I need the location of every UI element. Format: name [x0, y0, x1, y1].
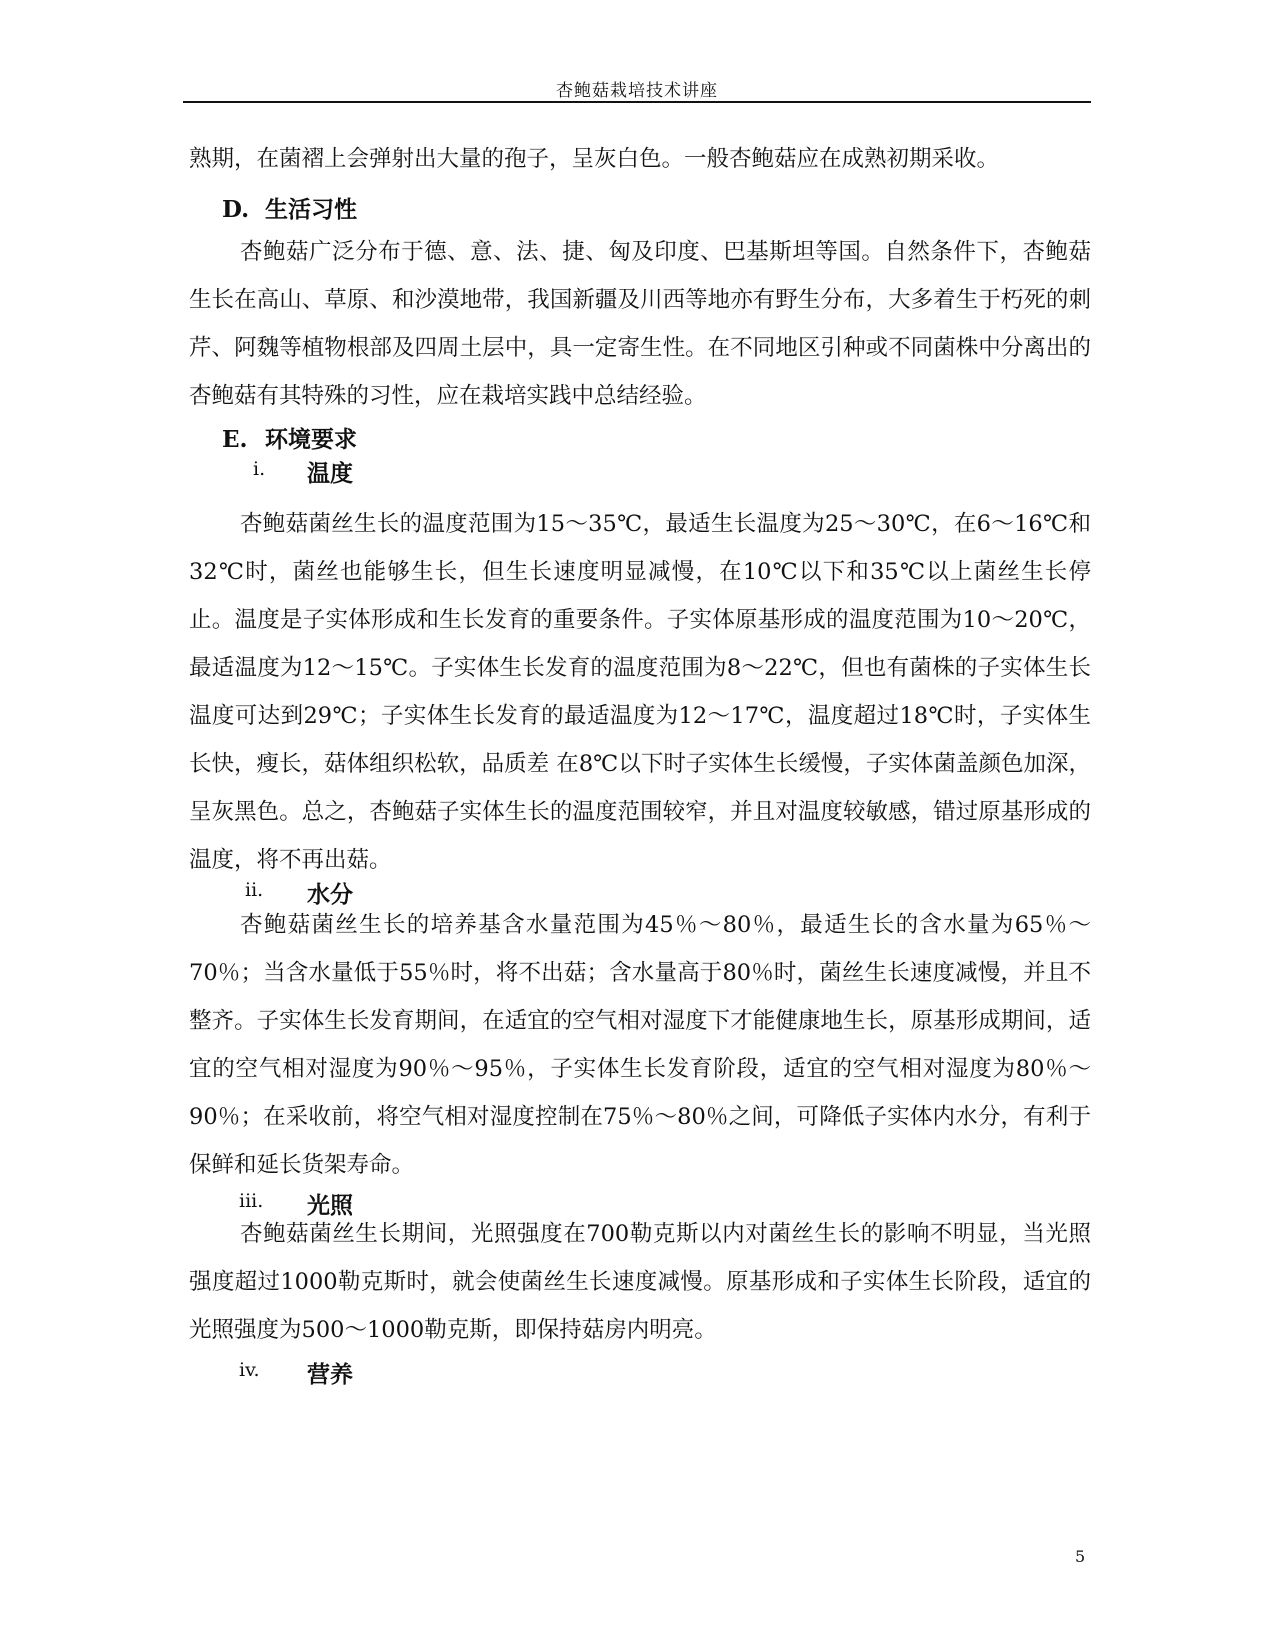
subsection-title-light: 光照 — [307, 1192, 353, 1219]
subsection-numeral: ii. — [245, 879, 264, 901]
section-e-marker: E. — [222, 426, 248, 453]
section-e-heading — [222, 421, 357, 454]
continuation-block — [189, 135, 1091, 183]
subsection-temperature-body — [189, 500, 1091, 884]
continuation-paragraph: 熟期，在菌褶上会弹射出大量的孢子，呈灰白色。一般杏鲍菇应在成熟初期采收。 — [189, 146, 1000, 172]
temperature-paragraph: 杏鲍菇菌丝生长的温度范围为15～35℃，最适生长温度为25～30℃，在6～16℃和32℃时，菌丝也能够生长，但生长速度明显减慢，在10℃以下和35℃以上菌丝生长停止。温度是子实体形成和生长发育的重要条件。子实体原基形成的温度范围为10～20℃，最适温度为12～15℃。子实体生长发育的温度范围为8～22℃，但也有菌株的子实体生长温度可达到29℃；子实体生长发育的最适温度为12～17℃，温度超过18℃时，子实体生长快，瘦长，菇体组织松软，品质差 在8℃以下时子实体生长缓慢，子实体菌盖颜色加深，呈灰黑色。总之，杏鲍菇子实体生长的温度范围较窄，并且对温度较敏感，错过原基形成的温度，将不再出菇。 — [189, 511, 1091, 873]
section-e-title: 环境要求 — [265, 426, 357, 453]
subsection-numeral: iv. — [239, 1359, 260, 1381]
subsection-light-body — [189, 1210, 1091, 1354]
page-number: 5 — [1075, 1547, 1086, 1566]
subsection-title-moisture: 水分 — [307, 881, 353, 908]
section-d-paragraph: 杏鲍菇广泛分布于德、意、法、捷、匈及印度、巴基斯坦等国。自然条件下，杏鲍菇生长在高山、草原、和沙漠地带，我国新疆及川西等地亦有野生分布，大多着生于朽死的刺芹、阿魏等植物根部及四周土层中，具一定寄生性。在不同地区引种或不同菌株中分离出的杏鲍菇有其特殊的习性，应在栽培实践中总结经验。 — [189, 239, 1091, 409]
section-d-heading — [222, 191, 357, 224]
moisture-paragraph: 杏鲍菇菌丝生长的培养基含水量范围为45％～80％，最适生长的含水量为65％～70％；当含水量低于55％时，将不出菇；含水量高于80％时，菌丝生长速度减慢，并且不整齐。子实体生长发育期间，在适宜的空气相对湿度下才能健康地生长，原基形成期间，适宜的空气相对湿度为90％～95％，子实体生长发育阶段，适宜的空气相对湿度为80％～90％；在采收前，将空气相对湿度控制在75％～80％之间，可降低子实体内水分，有利于保鲜和延长货架寿命。 — [189, 912, 1091, 1178]
running-header: 杏鲍菇栽培技术讲座 — [556, 81, 718, 101]
subsection-numeral: i. — [253, 458, 266, 480]
subsection-title-temperature: 温度 — [307, 460, 353, 487]
subsection-title-nutrition: 营养 — [307, 1361, 353, 1388]
subsection-moisture-body — [189, 901, 1091, 1189]
section-d-body — [189, 228, 1091, 420]
subsection-numeral: iii. — [239, 1190, 264, 1212]
light-paragraph: 杏鲍菇菌丝生长期间，光照强度在700勒克斯以内对菌丝生长的影响不明显，当光照强度超过1000勒克斯时，就会使菌丝生长速度减慢。原基形成和子实体生长阶段，适宜的光照强度为500～1000勒克斯，即保持菇房内明亮。 — [189, 1221, 1091, 1343]
section-d-title: 生活习性 — [265, 196, 357, 223]
header-rule — [183, 101, 1091, 103]
section-d-marker: D. — [222, 196, 250, 223]
